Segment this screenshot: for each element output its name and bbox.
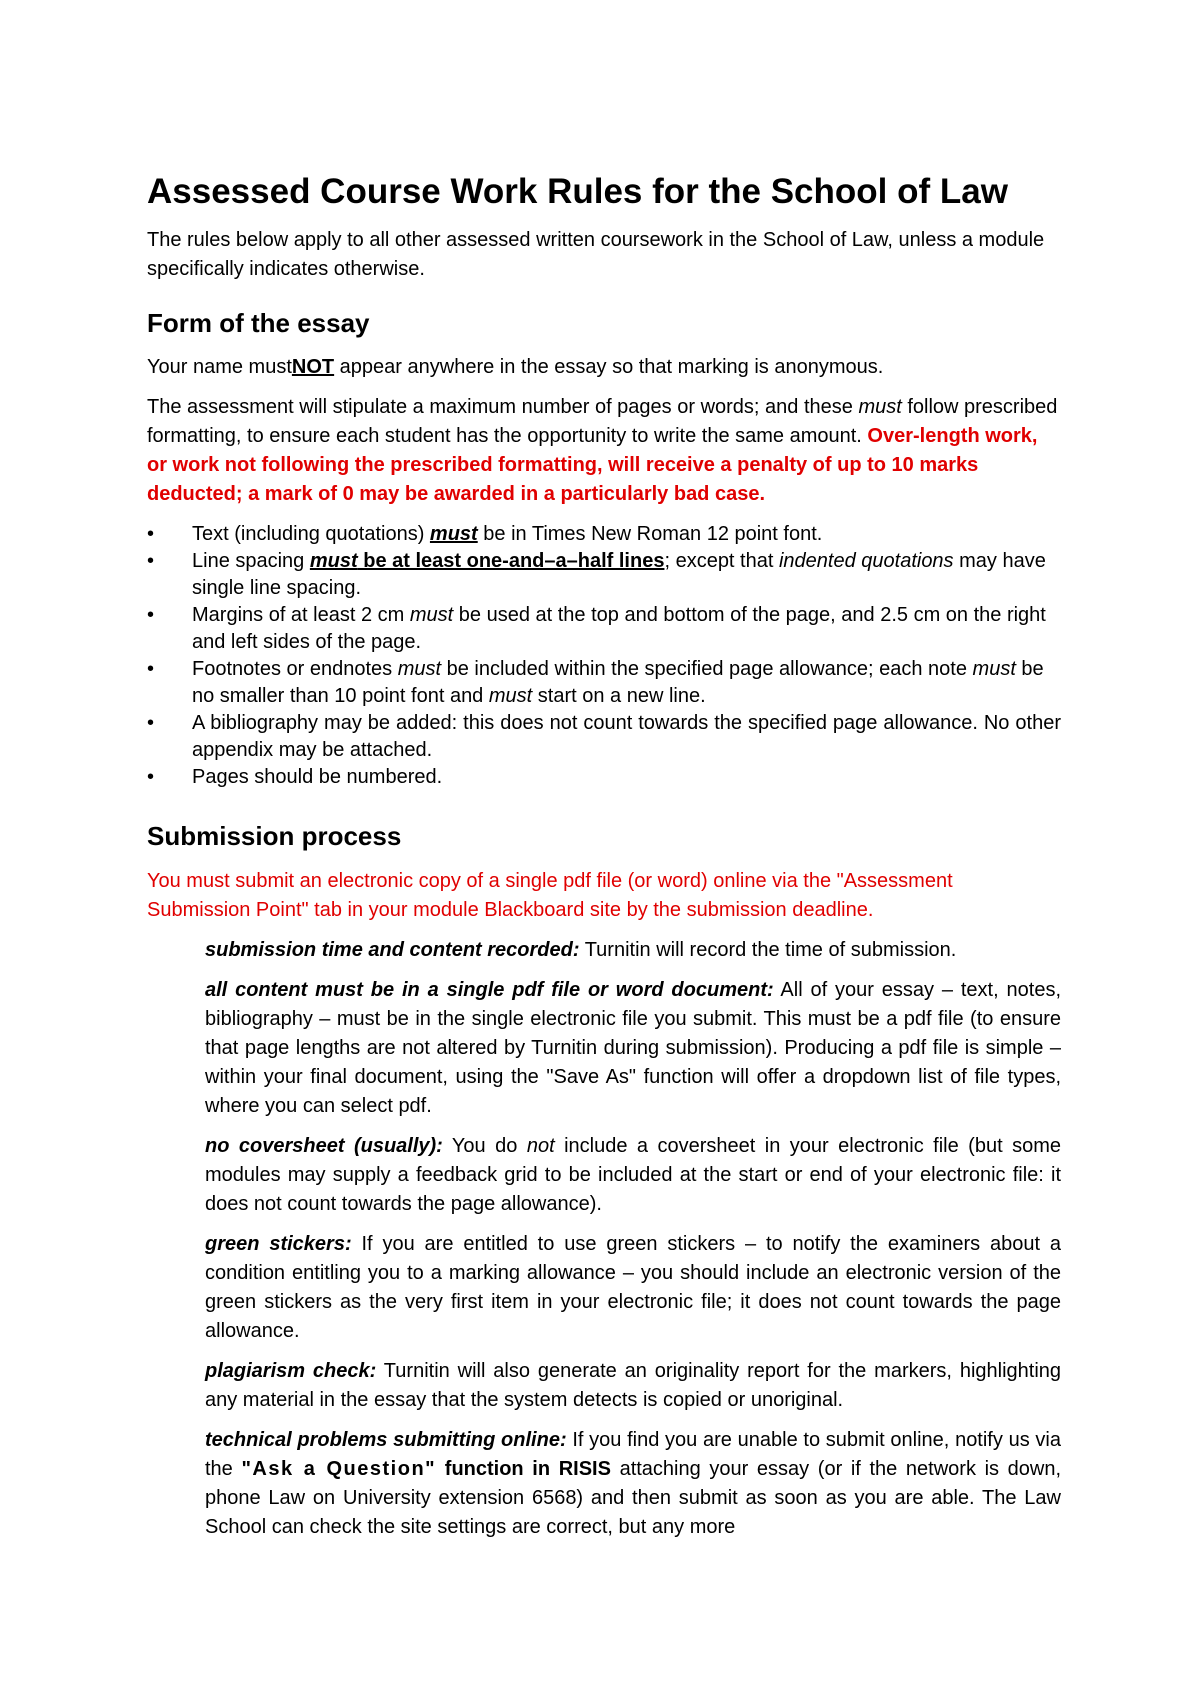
- bullet-text: A bibliography may be added: this does not count towards the specified page allowance. No other appendix may be attached.: [192, 712, 1061, 762]
- item-text: All of your essay – text, notes, bibliography – must be in the single electronic file you submit. This must be a pdf file (to ensure that page lengths are not altered by Turnitin during submission). Producing a pdf file is simple – within your final document, using the "Save As" function will offer a dropdown list of file types, where you can select pdf.: [205, 978, 1061, 1117]
- name-rule-emphasis: NOT: [291, 356, 335, 379]
- bullet-text: Footnotes or endnotes: [192, 658, 398, 681]
- bullet-text: be in Times New Roman 12 point font.: [477, 523, 823, 546]
- bullet-icon: •: [147, 550, 155, 573]
- bullet-text: may have single line spacing.: [192, 550, 1046, 600]
- bullet-must: must: [488, 685, 533, 708]
- item-text: Turnitin will record the time of submission.: [579, 938, 957, 961]
- bullet-icon: •: [147, 604, 155, 627]
- ask-a-question-link: "Ask a Question": [241, 1457, 437, 1480]
- item-text: You do: [442, 1134, 527, 1157]
- name-rule-before: Your name must: [147, 356, 292, 379]
- name-rule: [147, 353, 1061, 382]
- bullet-text: start on a new line.: [532, 685, 706, 708]
- bullet-text: be used at the top and bottom of the page, and 2.5 cm on the right and left sides of the page.: [192, 604, 1046, 654]
- submission-item-time: [205, 936, 1061, 965]
- list-item: [147, 548, 1061, 602]
- submission-item-green-stickers: [205, 1230, 1061, 1346]
- list-item: [147, 602, 1061, 656]
- length-rule-must: must: [858, 396, 902, 419]
- section-heading-submission: Submission process: [147, 821, 402, 852]
- item-text: Turnitin will also generate an originality report for the markers, highlighting any material in the essay that the system detects is copied or unoriginal.: [205, 1359, 1062, 1411]
- submission-item-coversheet: [205, 1132, 1061, 1219]
- submission-intro: You must submit an electronic copy of a single pdf file (or word) online via the "Assessment Submission Point" tab in your module Blackboard site by the submission deadline.: [147, 869, 953, 921]
- list-item: [147, 764, 1061, 791]
- bullet-text: Text (including quotations): [192, 523, 430, 546]
- item-label: no coversheet (usually):: [205, 1134, 443, 1157]
- item-bold: function in RISIS: [436, 1457, 611, 1480]
- item-text: If you are entitled to use green stickers – to notify the examiners about a condition entitling you to a marking allowance – you should include an electronic version of the green stickers as the very first item in your electronic file; it does not count towards the page allowance.: [205, 1232, 1061, 1342]
- bullet-icon: •: [147, 712, 155, 735]
- bullet-text: ; except that: [664, 550, 779, 573]
- item-text: include a coversheet in your electronic file (but some modules may supply a feedback grid to be included at the start or end of your electronic file: it does not count towards the page allowance).: [205, 1134, 1061, 1215]
- length-rule: [147, 393, 1061, 509]
- document-content: [147, 172, 1061, 1553]
- name-rule-after: appear anywhere in the essay so that marking is anonymous.: [334, 356, 884, 379]
- item-text: If you find you are unable to submit online, notify us via the: [205, 1428, 1061, 1480]
- bullet-text: Margins of at least 2 cm: [192, 604, 410, 627]
- bullet-icon: •: [147, 658, 155, 681]
- item-label: green stickers:: [205, 1232, 352, 1255]
- item-text: attaching your essay (or if the network is down, phone Law on University extension 6568) and then submit as soon as you are able. The Law School can check the site settings are correct, but any more: [205, 1457, 1062, 1538]
- bullet-text: be included within the specified page allowance; each note: [441, 658, 973, 681]
- section-heading-form: Form of the essay: [147, 308, 370, 339]
- item-label: plagiarism check:: [205, 1359, 377, 1382]
- bullet-must: must: [429, 523, 478, 546]
- item-label: submission time and content recorded:: [205, 938, 580, 961]
- item-label: technical problems submitting online:: [205, 1428, 567, 1451]
- item-italic: not: [526, 1134, 555, 1157]
- intro-paragraph: The rules below apply to all other assessed written coursework in the School of Law, unless a module specifically indicates otherwise.: [147, 229, 1045, 281]
- submission-items: [205, 936, 1061, 1542]
- bullet-must: must: [309, 550, 358, 573]
- bullet-icon: •: [147, 766, 155, 789]
- formatting-rules-list: [147, 521, 1061, 791]
- bullet-must: must: [397, 658, 442, 681]
- submission-item-technical: [205, 1426, 1061, 1542]
- submission-item-single-file: [205, 976, 1061, 1121]
- list-item: [147, 521, 1061, 548]
- bullet-icon: •: [147, 523, 155, 546]
- submission-item-plagiarism: [205, 1357, 1061, 1415]
- bullet-text: be no smaller than 10 point font and: [192, 658, 1044, 708]
- length-rule-text-a: The assessment will stipulate a maximum number of pages or words; and these: [147, 396, 859, 419]
- item-label: all content must be in a single pdf file or word document:: [205, 978, 774, 1001]
- list-item: [147, 656, 1061, 710]
- bullet-text: Pages should be numbered.: [192, 766, 443, 789]
- list-item: [147, 710, 1061, 764]
- length-rule-text-b: follow prescribed formatting, to ensure each student has the opportunity to write the same amount.: [147, 396, 1058, 448]
- bullet-text: Line spacing: [192, 550, 310, 573]
- bullet-must: must: [409, 604, 454, 627]
- bullet-italic: indented quotations: [778, 550, 954, 573]
- bullet-must: must: [972, 658, 1016, 681]
- bullet-emphasis: be at least one-and–a–half lines: [357, 550, 665, 573]
- page-title: Assessed Course Work Rules for the School of Law: [147, 172, 1008, 211]
- penalty-text: Over-length work, or work not following the prescribed formatting, will receive a penalty of up to 10 marks deducted; a mark of 0 may be awarded in a particularly bad case.: [147, 425, 1038, 506]
